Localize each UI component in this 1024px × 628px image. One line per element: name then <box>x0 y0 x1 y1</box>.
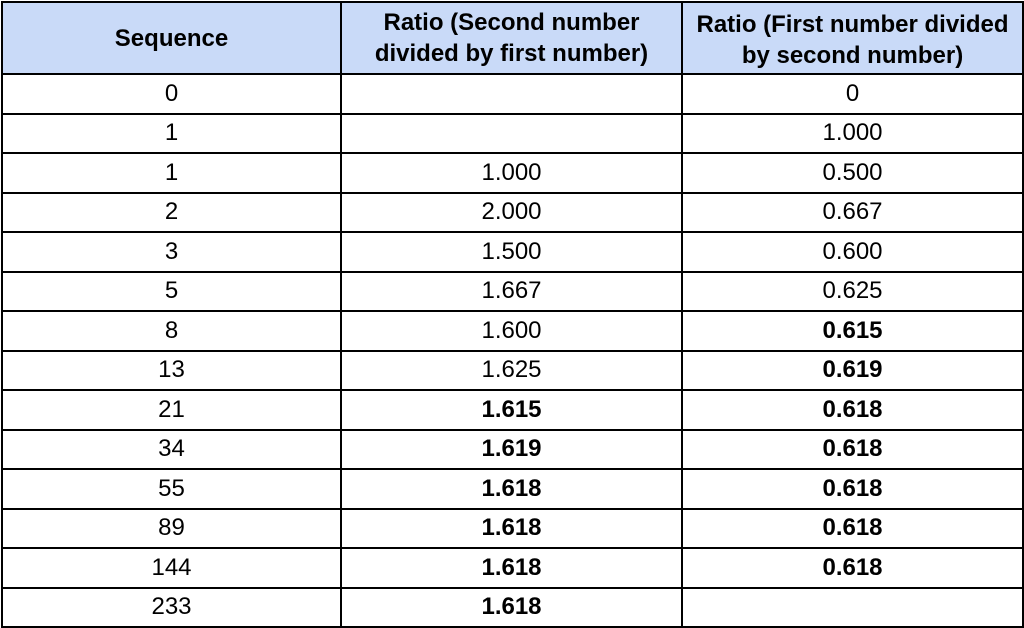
cell-ratio-second-over-first[interactable]: 1.667 <box>341 272 682 312</box>
cell-sequence[interactable]: 0 <box>2 74 341 114</box>
cell-sequence[interactable]: 8 <box>2 311 341 351</box>
fibonacci-ratio-table <box>1 1 1024 628</box>
header-sequence[interactable]: Sequence <box>2 2 341 74</box>
table-row <box>2 548 1023 588</box>
cell-ratio-first-over-second[interactable]: 1.000 <box>682 114 1023 154</box>
cell-ratio-second-over-first[interactable]: 1.618 <box>341 469 682 509</box>
cell-ratio-first-over-second[interactable]: 0.618 <box>682 509 1023 549</box>
cell-sequence[interactable]: 144 <box>2 548 341 588</box>
cell-ratio-first-over-second[interactable]: 0.615 <box>682 311 1023 351</box>
header-row <box>2 2 1023 74</box>
table-row <box>2 430 1023 470</box>
cell-sequence[interactable]: 233 <box>2 588 341 628</box>
cell-ratio-second-over-first[interactable] <box>341 74 682 114</box>
cell-ratio-first-over-second[interactable]: 0.600 <box>682 232 1023 272</box>
cell-sequence[interactable]: 13 <box>2 351 341 391</box>
table-row <box>2 390 1023 430</box>
cell-sequence[interactable]: 55 <box>2 469 341 509</box>
cell-sequence[interactable]: 3 <box>2 232 341 272</box>
cell-ratio-first-over-second[interactable]: 0.618 <box>682 430 1023 470</box>
table-row <box>2 469 1023 509</box>
cell-ratio-second-over-first[interactable]: 1.618 <box>341 588 682 628</box>
cell-ratio-first-over-second[interactable] <box>682 588 1023 628</box>
cell-sequence[interactable]: 21 <box>2 390 341 430</box>
cell-ratio-second-over-first[interactable]: 2.000 <box>341 193 682 233</box>
cell-ratio-second-over-first[interactable]: 1.000 <box>341 153 682 193</box>
cell-ratio-first-over-second[interactable]: 0.618 <box>682 548 1023 588</box>
table-row <box>2 153 1023 193</box>
cell-ratio-first-over-second[interactable]: 0.618 <box>682 390 1023 430</box>
cell-ratio-second-over-first[interactable]: 1.615 <box>341 390 682 430</box>
cell-sequence[interactable]: 89 <box>2 509 341 549</box>
cell-ratio-second-over-first[interactable]: 1.619 <box>341 430 682 470</box>
cell-sequence[interactable]: 2 <box>2 193 341 233</box>
cell-sequence[interactable]: 34 <box>2 430 341 470</box>
cell-ratio-first-over-second[interactable]: 0 <box>682 74 1023 114</box>
table-row <box>2 351 1023 391</box>
table-row <box>2 74 1023 114</box>
cell-ratio-second-over-first[interactable]: 1.500 <box>341 232 682 272</box>
table-row <box>2 509 1023 549</box>
cell-ratio-second-over-first[interactable]: 1.618 <box>341 548 682 588</box>
cell-ratio-first-over-second[interactable]: 0.625 <box>682 272 1023 312</box>
cell-ratio-first-over-second[interactable]: 0.500 <box>682 153 1023 193</box>
cell-ratio-second-over-first[interactable]: 1.625 <box>341 351 682 391</box>
cell-ratio-second-over-first[interactable] <box>341 114 682 154</box>
cell-ratio-first-over-second[interactable]: 0.618 <box>682 469 1023 509</box>
cell-ratio-first-over-second[interactable]: 0.619 <box>682 351 1023 391</box>
cell-ratio-first-over-second[interactable]: 0.667 <box>682 193 1023 233</box>
header-ratio-second-over-first[interactable]: Ratio (Second number divided by first number) <box>341 2 682 74</box>
cell-ratio-second-over-first[interactable]: 1.600 <box>341 311 682 351</box>
cell-sequence[interactable]: 1 <box>2 153 341 193</box>
table-row <box>2 272 1023 312</box>
cell-sequence[interactable]: 5 <box>2 272 341 312</box>
header-ratio-first-over-second[interactable]: Ratio (First number divided by second number) <box>682 2 1023 74</box>
table-row <box>2 311 1023 351</box>
cell-sequence[interactable]: 1 <box>2 114 341 154</box>
table-row <box>2 232 1023 272</box>
cell-ratio-second-over-first[interactable]: 1.618 <box>341 509 682 549</box>
table-row <box>2 588 1023 628</box>
table-row <box>2 193 1023 233</box>
table-row <box>2 114 1023 154</box>
